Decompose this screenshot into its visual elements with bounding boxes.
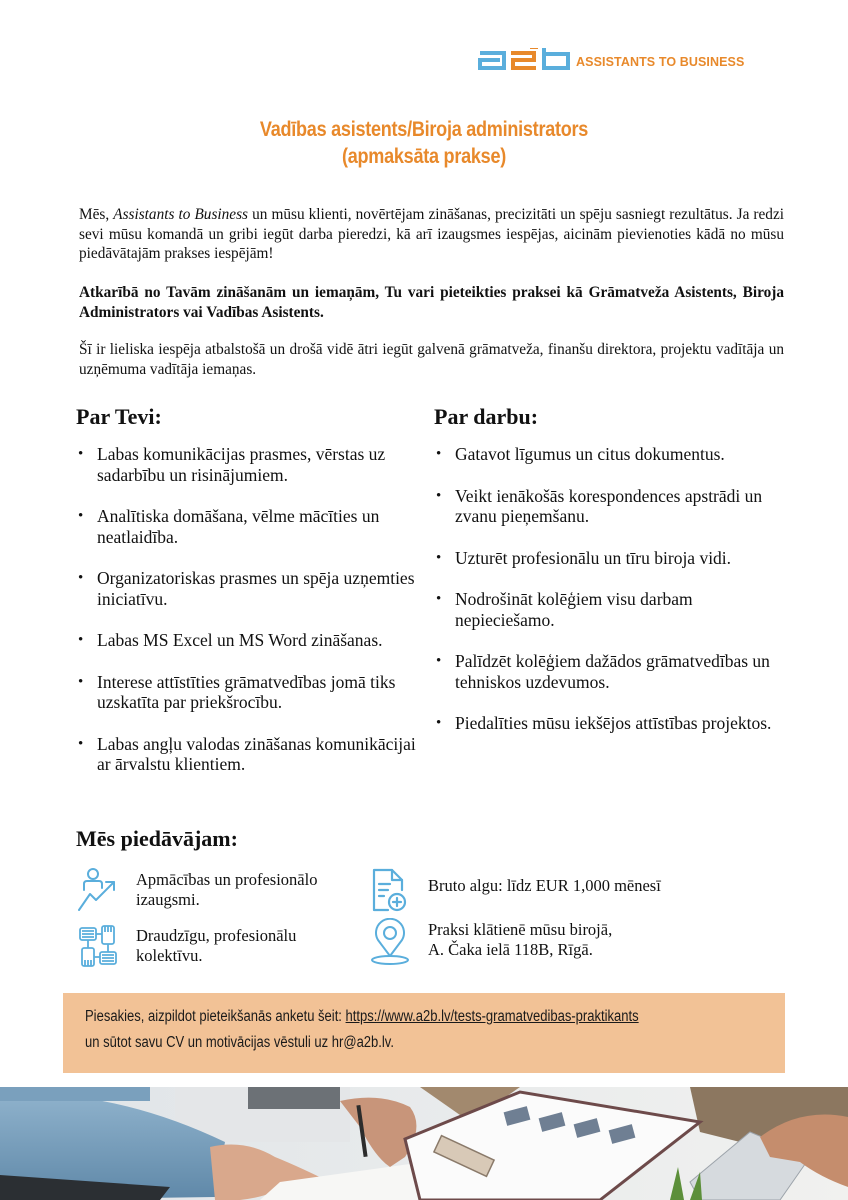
cta-line-2: un sūtot savu CV un motivācijas vēstuli uz hr@a2b.lv. <box>85 1034 394 1051</box>
intro-paragraph <box>79 205 784 264</box>
list-item: • Uzturēt profesionālu un tīru biroja vidi. <box>434 548 794 569</box>
offer-text: Bruto algu: līdz EUR 1,000 mēnesī <box>428 876 661 895</box>
location-pin-icon <box>368 918 412 966</box>
list-item: • Veikt ienākošās korespondences apstrādi un zvanu pieņemšanu. <box>434 486 794 527</box>
document-plus-icon <box>368 866 412 914</box>
about-job-heading: Par darbu: <box>434 404 539 429</box>
cta-text: Piesakies, aizpildot pieteikšanās anketu šeit: <box>85 1008 346 1025</box>
opportunity-paragraph: Šī ir lieliska iespēja atbalstošā un drošā vidē ātri iegūt galvenā grāmatveža, finanšu direktora, projektu vadītāja un uzņēmuma vadītāja iemaņas. <box>79 341 784 378</box>
offer-item-team <box>76 922 336 970</box>
growth-person-icon <box>76 866 120 914</box>
office-desk-photo <box>0 1087 848 1200</box>
a2b-logo-mark-icon <box>478 48 570 72</box>
location-line-1: Praksi klātienē mūsu birojā, <box>428 920 613 939</box>
location-line-2: A. Čaka ielā 118B, Rīgā. <box>428 940 593 959</box>
intro-text-rest: un mūsu klienti, novērtējam zināšanas, precizitāti un spēju sasniegt rezultātus. Ja redzi sevi mūsu komandā un gribi iegūt darba pieredzi, kā arī izaugsmes iespējas, aicinām pievienoties kādā no mūsu piedāvātajām prakses iespējām! <box>79 206 784 262</box>
office-desk-illustration <box>0 1087 848 1200</box>
offer-item-training <box>76 866 336 914</box>
application-form-link[interactable]: https://www.a2b.lv/tests-gramatvedibas-praktikants <box>345 1008 639 1025</box>
offer-item-location <box>368 918 612 966</box>
list-item: • Piedalīties mūsu iekšējos attīstības projektos. <box>434 713 794 734</box>
list-item: • Labas komunikācijas prasmes, vērstas uz sadarbību un risinājumiem. <box>76 444 416 485</box>
offer-text: Draudzīgu, profesionālu kolektīvu. <box>136 926 297 965</box>
intro-text-start: Mēs, <box>79 206 114 223</box>
offer-text <box>428 920 612 960</box>
title-line-1: Vadības asistents/Biroja administrators <box>259 118 589 141</box>
list-item: • Palīdzēt kolēģiem dažādos grāmatvedības un tehniskos uzdevumos. <box>434 651 794 692</box>
company-logo <box>478 48 744 72</box>
cta-line-1 <box>85 1004 782 1030</box>
list-item: • Analītiska domāšana, vēlme mācīties un neatlaidība. <box>76 506 416 547</box>
offer-heading: Mēs piedāvājam: <box>76 826 238 851</box>
about-you-heading: Par Tevi: <box>76 404 162 429</box>
company-name: ASSISTANTS TO BUSINESS <box>576 55 745 69</box>
list-item: • Labas angļu valodas zināšanas komunikācijai ar ārvalstu klientiem. <box>76 734 416 775</box>
roles-paragraph: Atkarībā no Tavām zināšanām un iemaņām, Tu vari pieteikties praksei kā Grāmatveža Asistents, Biroja Administrators vai Vadības Asistents. <box>79 284 784 321</box>
list-item: • Labas MS Excel un MS Word zināšanas. <box>76 630 416 651</box>
about-job-list <box>434 444 794 734</box>
application-callout <box>63 993 785 1073</box>
about-you-list <box>76 444 416 775</box>
list-item: • Nodrošināt kolēģiem visu darbam nepieciešamo. <box>434 589 794 630</box>
title-line-2: (apmaksāta prakse) <box>341 145 507 168</box>
teamwork-hands-icon <box>76 922 120 970</box>
offer-text: Apmācības un profesionālo izaugsmi. <box>136 870 318 909</box>
list-item: • Gatavot līgumus un citus dokumentus. <box>434 444 794 465</box>
page-title <box>59 116 788 170</box>
company-name-italic: Assistants to Business <box>113 206 249 223</box>
list-item: • Organizatoriskas prasmes un spēja uzņemties iniciatīvu. <box>76 568 416 609</box>
list-item: • Interese attīstīties grāmatvedības jomā tiks uzskatīta par priekšrocību. <box>76 672 416 713</box>
offer-item-salary <box>368 866 661 914</box>
about-you-section <box>76 404 416 796</box>
about-job-section <box>434 404 794 755</box>
